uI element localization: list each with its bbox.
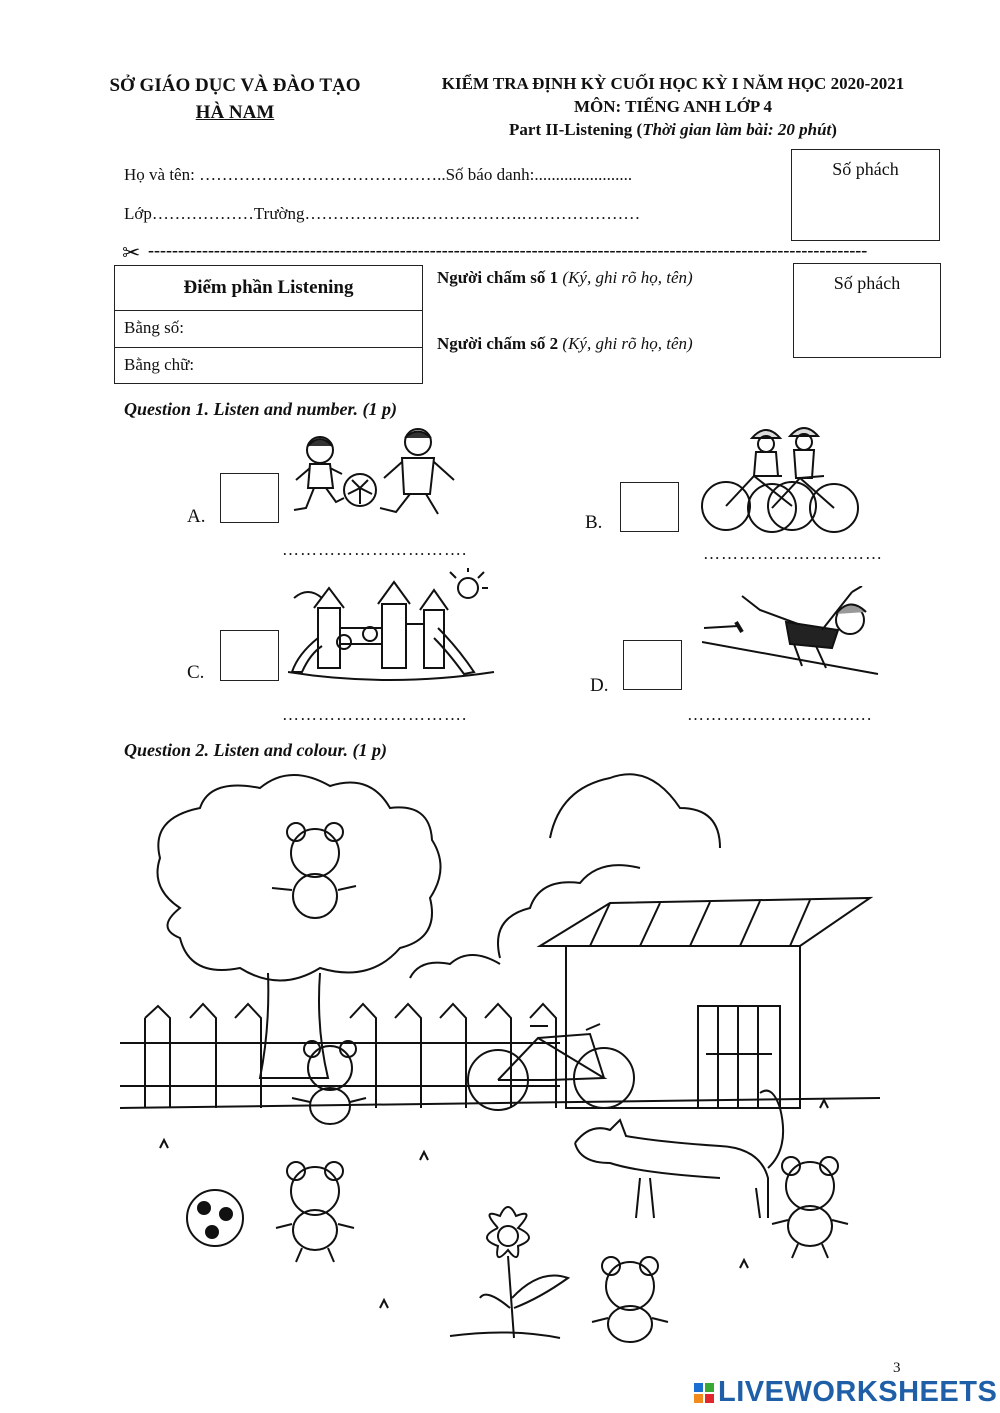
exam-part: Part II-Listening (Thời gian làm bài: 20 phút) <box>509 120 837 139</box>
skiing-image <box>702 586 882 682</box>
exam-subject: MÔN: TIẾNG ANH LỚP 4 <box>573 97 773 116</box>
teddy-bear-right <box>772 1157 848 1258</box>
option-a-answer-box[interactable] <box>220 473 279 523</box>
teddy-bear-fence <box>292 1041 366 1124</box>
option-a-label: A. <box>187 506 206 527</box>
so-phach-label: Số phách <box>832 159 899 179</box>
cycling-kids-image <box>696 418 862 534</box>
option-b-answer-box[interactable] <box>620 482 679 532</box>
score-table-title: Điểm phần Listening <box>115 266 422 311</box>
tree-trunk <box>260 973 328 1078</box>
option-b-dots[interactable]: ………………………… <box>703 544 883 563</box>
page-number: 3 <box>893 1360 901 1376</box>
coloring-scene-image <box>120 768 880 1348</box>
exam-header <box>398 72 948 141</box>
teddy-bear-tree <box>272 823 356 918</box>
score-table <box>114 265 423 384</box>
ball <box>187 1190 243 1246</box>
grader-1: Người chấm số 1 (Ký, ghi rõ họ, tên) <box>437 268 693 287</box>
department-header <box>100 72 370 126</box>
exam-title: KIỂM TRA ĐỊNH KỲ CUỐI HỌC KỲ I NĂM HỌC 2020-2021 <box>441 74 905 93</box>
department-name: SỞ GIÁO DỤC VÀ ĐÀO TẠO <box>109 75 361 96</box>
option-d-label: D. <box>590 675 609 696</box>
grader-2: Người chấm số 2 (Ký, ghi rõ họ, tên) <box>437 334 693 353</box>
bicycle <box>468 1024 634 1110</box>
so-phach-box-top[interactable] <box>791 149 940 241</box>
cat <box>575 1091 783 1218</box>
soccer-kids-image <box>288 428 468 518</box>
shed-wall <box>566 946 800 1108</box>
option-c-dots[interactable]: …………………………. <box>282 705 468 724</box>
liveworksheets-logo[interactable] <box>694 1376 997 1409</box>
cut-line: ------------------------------------------------------------------------------------------------------------------------ <box>148 240 868 260</box>
question1-title: Question 1. Listen and number. (1 p) <box>124 399 398 419</box>
option-d-dots[interactable]: …………………………. <box>687 705 873 724</box>
score-by-words[interactable]: Bằng chữ: <box>124 355 195 374</box>
option-c-label: C. <box>187 662 205 683</box>
logo-icon <box>694 1383 714 1403</box>
so-phach-label: Số phách <box>833 273 901 293</box>
teddy-bear-left <box>276 1162 354 1262</box>
teddy-bear-bottom <box>592 1257 668 1342</box>
option-d-answer-box[interactable] <box>623 640 682 690</box>
exam-time: Thời gian làm bài: 20 phút <box>642 120 832 139</box>
shed-roof <box>540 898 870 946</box>
scissors-icon: ✂ <box>122 240 141 265</box>
option-c-answer-box[interactable] <box>220 630 279 681</box>
playground-image <box>288 568 498 682</box>
so-phach-box-bottom[interactable] <box>793 263 941 358</box>
province-name: HÀ NAM <box>195 102 275 123</box>
tree-canopy <box>158 775 441 981</box>
question2-title: Question 2. Listen and colour. (1 p) <box>124 740 388 760</box>
student-class-line[interactable]: Lớp………………Trường………………..……………….………………… <box>124 204 641 223</box>
option-b-label: B. <box>585 512 603 533</box>
score-by-number[interactable]: Bằng số: <box>115 311 422 348</box>
student-name-line[interactable]: Họ và tên: ……………………………………..Số báo danh:....................... <box>124 165 633 184</box>
option-a-dots[interactable]: …………………………. <box>282 540 468 559</box>
flower <box>450 1207 568 1338</box>
logo-text: LIVEWORKSHEETS <box>718 1376 998 1408</box>
